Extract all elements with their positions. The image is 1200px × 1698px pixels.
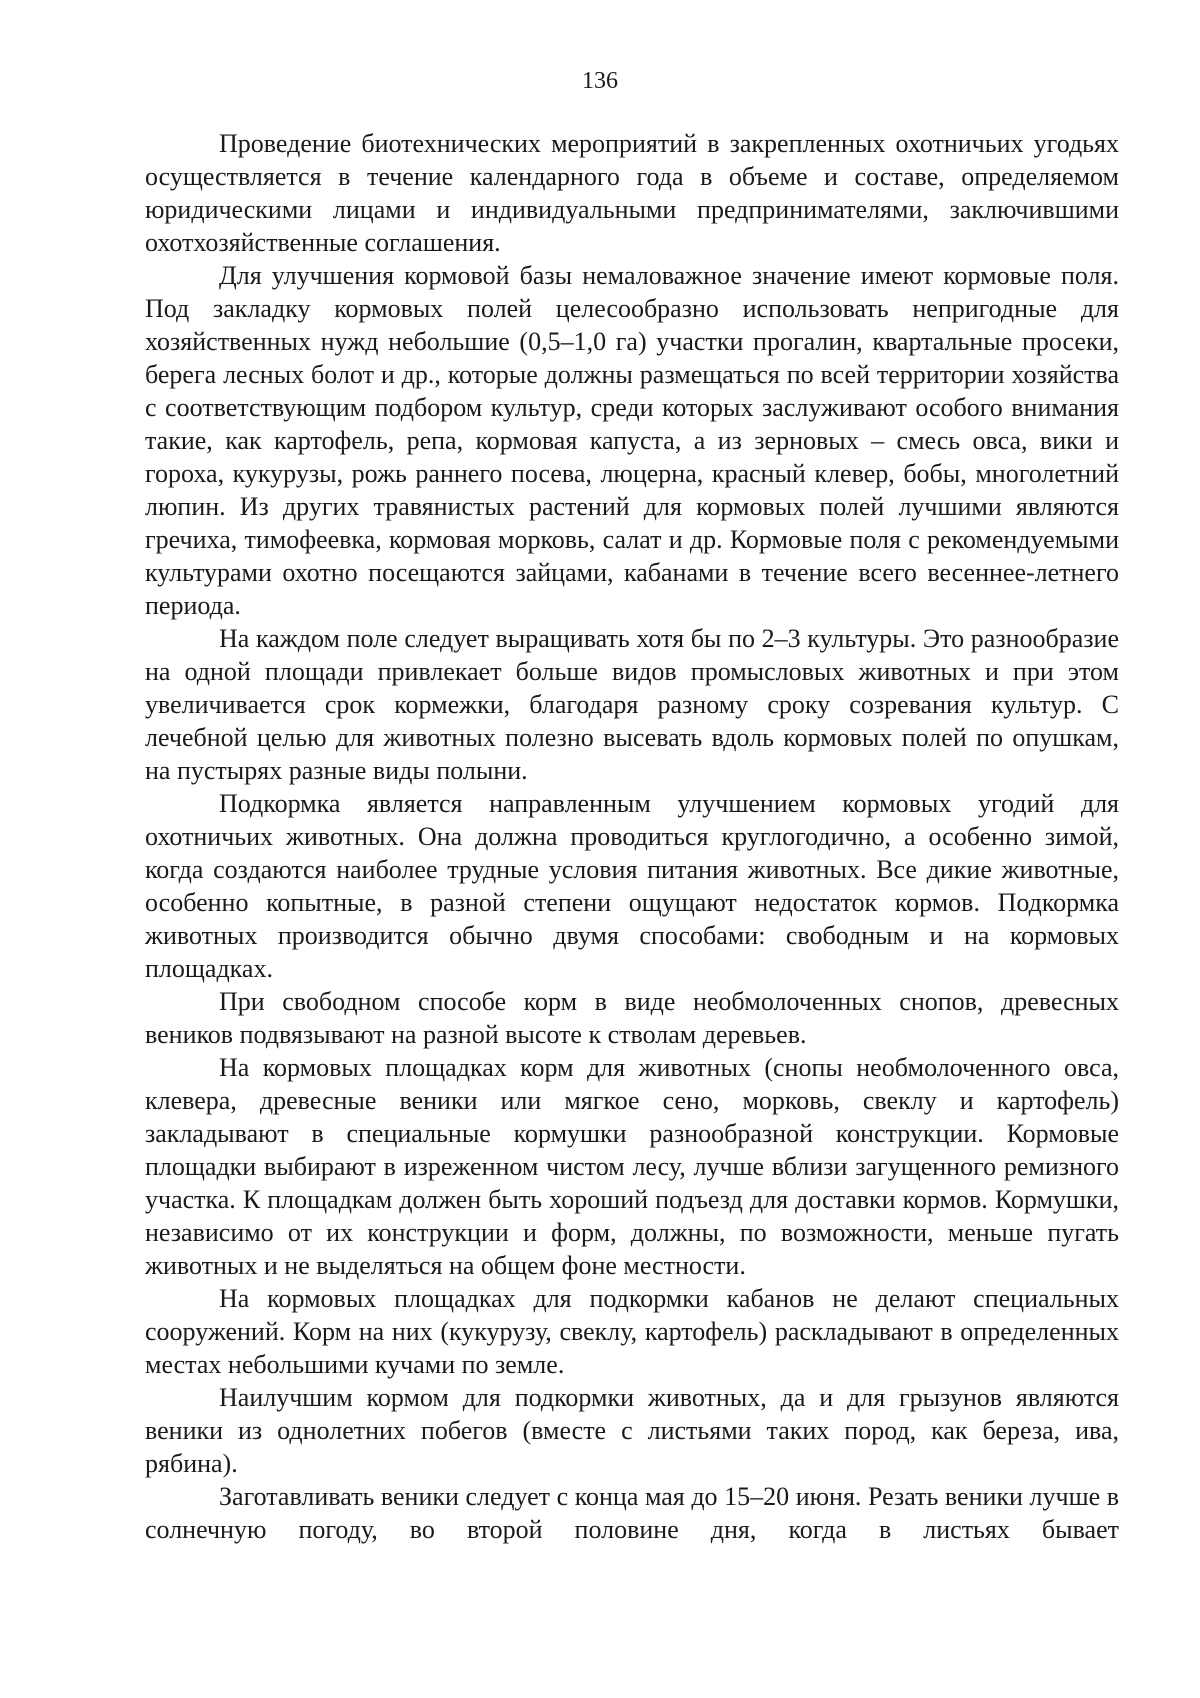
paragraph: Подкормка является направленным улучшением кормовых угодий для охотничьих животных. Она должна проводиться круглогодично, а особенно зимой, когда создаются наиболее трудные условия питания животных. Все дикие животные, особенно копытные, в разной степени ощущают недостаток кормов. Подкормка животных производится обычно двумя способами: свободным и на кормовых площадках.	[145, 789, 1119, 983]
paragraph: Проведение биотехнических мероприятий в закрепленных охотничьих угодьях осуществляется в течение календарного года в объеме и составе, определяемом юридическими лицами и индивидуальными предпринимателями, заключившими охотхозяйственные соглашения.	[145, 129, 1119, 257]
paragraph: Наилучшим кормом для подкормки животных, да и для грызунов являются веники из однолетних побегов (вместе с листьями таких пород, как береза, ива, рябина).	[145, 1383, 1119, 1478]
body-text	[145, 127, 1119, 1546]
paragraph: Заготавливать веники следует с конца мая до 15–20 июня. Резать веники лучше в солнечную погоду, во второй половине дня, когда в листьях бывает	[145, 1482, 1119, 1544]
paragraph: При свободном способе корм в виде необмолоченных снопов, древесных веников подвязывают на разной высоте к стволам деревьев.	[145, 987, 1119, 1049]
paragraph: На кормовых площадках для подкормки кабанов не делают специальных сооружений. Корм на них (кукурузу, свеклу, картофель) раскладывают в определенных местах небольшими кучами по земле.	[145, 1284, 1119, 1379]
paragraph: На кормовых площадках корм для животных (снопы необмолоченного овса, клевера, древесные веники или мягкое сено, морковь, свеклу и картофель) закладывают в специальные кормушки разнообразной конструкции. Кормовые площадки выбирают в изреженном чистом лесу, лучше вблизи загущенного ремизного участка. К площадкам должен быть хороший подъезд для доставки кормов. Кормушки, независимо от их конструкции и форм, должны, по возможности, меньше пугать животных и не выделяться на общем фоне местности.	[145, 1053, 1119, 1280]
paragraph: На каждом поле следует выращивать хотя бы по 2–3 культуры. Это разнообразие на одной площади привлекает больше видов промысловых животных и при этом увеличивается срок кормежки, благодаря разному сроку созревания культур. С лечебной целью для животных полезно высевать вдоль кормовых полей по опушкам, на пустырях разные виды полыни.	[145, 624, 1119, 785]
page-number: 136	[582, 68, 618, 94]
paragraph: Для улучшения кормовой базы немаловажное значение имеют кормовые поля. Под закладку кормовых полей целесообразно использовать непригодные для хозяйственных нужд небольшие (0,5–1,0 га) участки прогалин, квартальные просеки, берега лесных болот и др., которые должны размещаться по всей территории хозяйства с соответствующим подбором культур, среди которых заслуживают особого внимания такие, как картофель, репа, кормовая капуста, а из зерновых – смесь овса, вики и гороха, кукурузы, рожь раннего посева, люцерна, красный клевер, бобы, многолетний люпин. Из других травянистых растений для кормовых полей лучшими являются гречиха, тимофеевка, кормовая морковь, салат и др. Кормовые поля с рекомендуемыми культурами охотно посещаются зайцами, кабанами в течение всего весеннее-летнего периода.	[145, 261, 1119, 620]
